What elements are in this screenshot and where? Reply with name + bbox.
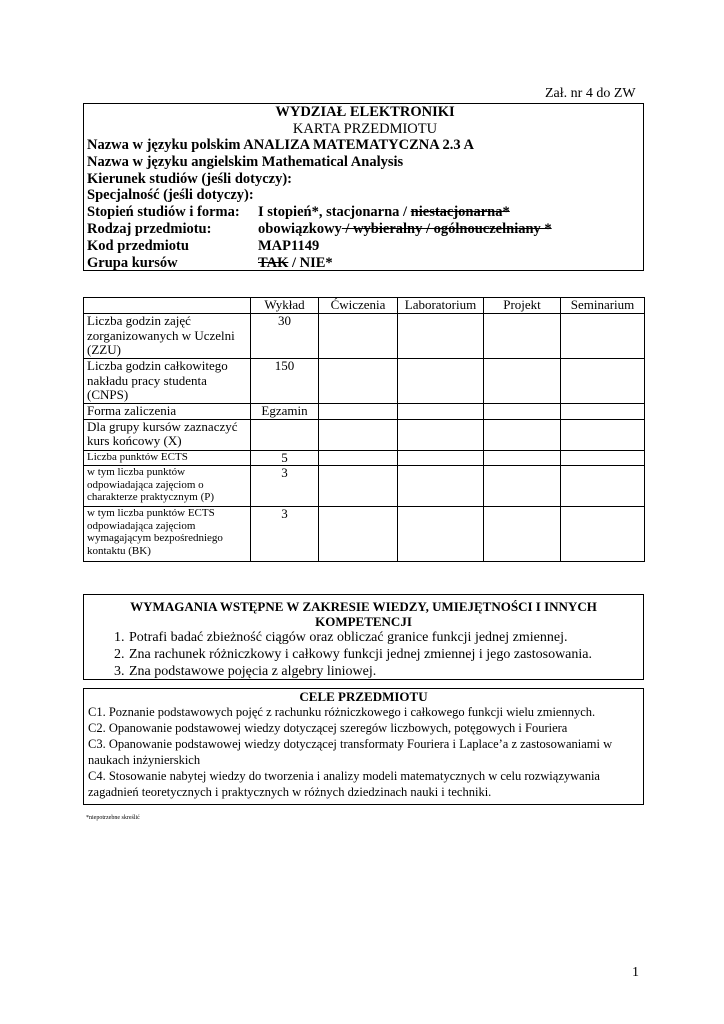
row-label: Liczba godzin zajęć zorganizowanych w Uczelni (ZZU) bbox=[84, 314, 251, 359]
table-cell: 3 bbox=[251, 507, 319, 562]
attachment-note: Zał. nr 4 do ZW bbox=[545, 86, 636, 101]
course-code-value: MAP1149 bbox=[258, 237, 320, 254]
requirements-box bbox=[83, 594, 644, 680]
column-header: Projekt bbox=[484, 298, 561, 314]
table-cell bbox=[398, 419, 484, 450]
table-cell bbox=[561, 419, 645, 450]
row-label: Liczba godzin całkowitego nakładu pracy studenta (CNPS) bbox=[84, 359, 251, 404]
table-cell bbox=[398, 466, 484, 507]
list-item: 1. Potrafi badać zbieżność ciągów oraz obliczać granice funkcji jednej zmiennej. bbox=[128, 629, 643, 646]
course-group-value: TAK / NIE* bbox=[258, 254, 333, 271]
table-cell bbox=[398, 359, 484, 404]
table-cell: 3 bbox=[251, 466, 319, 507]
table-cell bbox=[319, 419, 398, 450]
table-cell bbox=[484, 507, 561, 562]
table-cell bbox=[561, 404, 645, 420]
objectives-box bbox=[83, 688, 644, 805]
table-cell bbox=[561, 507, 645, 562]
course-name-pl: Nazwa w języku polskim ANALIZA MATEMATYCZNA 2.3 A bbox=[87, 137, 474, 153]
requirements-list bbox=[84, 629, 643, 680]
table-row bbox=[84, 359, 645, 404]
study-level-row bbox=[87, 204, 643, 221]
course-code-label: Kod przedmiotu bbox=[87, 237, 189, 254]
list-item: C3. Opanowanie podstawowej wiedzy dotyczącej transformaty Fouriera i Laplace’a z zastosowaniami w naukach inżynierskich bbox=[88, 737, 613, 767]
row-label: w tym liczba punktów ECTS odpowiadająca zajęciom wymagającym bezpośredniego kontaktu (BK) bbox=[84, 507, 251, 562]
table-cell bbox=[319, 450, 398, 466]
table-cell bbox=[398, 404, 484, 420]
course-name-en: Nazwa w języku angielskim Mathematical Analysis bbox=[87, 153, 404, 170]
table-row bbox=[84, 404, 645, 420]
card-title: KARTA PRZEDMIOTU bbox=[292, 120, 438, 137]
table-cell bbox=[398, 314, 484, 359]
course-type-value: obowiązkowy / wybieralny / ogólnouczelniany * bbox=[258, 220, 552, 237]
course-group-row bbox=[87, 255, 643, 272]
column-header: Wykład bbox=[251, 298, 319, 314]
requirements-title: WYMAGANIA WSTĘPNE W ZAKRESIE WIEDZY, UMIEJĘTNOŚCI I INNYCH KOMPETENCJI bbox=[130, 599, 597, 629]
table-cell bbox=[484, 404, 561, 420]
table-row bbox=[84, 314, 645, 359]
faculty-title: WYDZIAŁ ELEKTRONIKI bbox=[275, 104, 455, 120]
table-cell bbox=[319, 314, 398, 359]
list-item: 2. Zna rachunek różniczkowy i całkowy funkcji jednej zmiennej i jego zastosowania. bbox=[128, 646, 643, 663]
table-cell bbox=[319, 359, 398, 404]
table-cell bbox=[319, 507, 398, 562]
table-cell: 30 bbox=[251, 314, 319, 359]
page-number: 1 bbox=[632, 965, 639, 980]
column-header: Laboratorium bbox=[398, 298, 484, 314]
table-cell bbox=[398, 450, 484, 466]
course-type-row bbox=[87, 221, 643, 238]
table-cell bbox=[484, 314, 561, 359]
row-label: Dla grupy kursów zaznaczyć kurs końcowy (X) bbox=[84, 419, 251, 450]
table-cell: 150 bbox=[251, 359, 319, 404]
row-label: Liczba punktów ECTS bbox=[84, 450, 251, 466]
course-header-box bbox=[83, 103, 644, 271]
table-cell bbox=[484, 419, 561, 450]
list-item: C4. Stosowanie nabytej wiedzy do tworzenia i analizy modeli matematycznych w celu rozwiązywania zagadnień teoretycznych i praktycznych w różnych dziedzinach nauki i techniki. bbox=[88, 769, 600, 799]
table-cell bbox=[561, 359, 645, 404]
footnote: *niepotrzebne skreślić bbox=[86, 815, 140, 821]
table-cell bbox=[398, 507, 484, 562]
table-cell bbox=[319, 466, 398, 507]
hours-table bbox=[83, 297, 645, 562]
table-row bbox=[84, 419, 645, 450]
study-level-label: Stopień studiów i forma: bbox=[87, 204, 240, 221]
table-cell bbox=[484, 450, 561, 466]
row-label: Forma zaliczenia bbox=[84, 404, 251, 420]
field-of-study: Kierunek studiów (jeśli dotyczy): bbox=[87, 170, 292, 187]
table-cell: 5 bbox=[251, 450, 319, 466]
column-header: Ćwiczenia bbox=[319, 298, 398, 314]
list-item: 3. Zna podstawowe pojęcia z algebry liniowej. bbox=[128, 663, 643, 680]
course-type-label: Rodzaj przedmiotu: bbox=[87, 220, 212, 237]
table-row bbox=[84, 466, 645, 507]
table-cell bbox=[484, 359, 561, 404]
row-label: w tym liczba punktów odpowiadająca zajęciom o charakterze praktycznym (P) bbox=[84, 466, 251, 507]
table-cell bbox=[251, 419, 319, 450]
list-item: C2. Opanowanie podstawowej wiedzy dotyczącej szeregów liczbowych, potęgowych i Fouriera bbox=[88, 721, 568, 735]
table-cell bbox=[319, 404, 398, 420]
column-header bbox=[84, 298, 251, 314]
table-header-row bbox=[84, 298, 645, 314]
table-cell bbox=[561, 466, 645, 507]
specialty: Specjalność (jeśli dotyczy): bbox=[87, 187, 254, 204]
table-row bbox=[84, 450, 645, 466]
list-item: C1. Poznanie podstawowych pojęć z rachunku różniczkowego i całkowego funkcji wielu zmiennych. bbox=[88, 705, 596, 719]
objectives-title: CELE PRZEDMIOTU bbox=[299, 689, 428, 704]
course-code-row bbox=[87, 238, 643, 255]
table-cell: Egzamin bbox=[251, 404, 319, 420]
course-group-label: Grupa kursów bbox=[87, 254, 178, 271]
table-cell bbox=[561, 450, 645, 466]
column-header: Seminarium bbox=[561, 298, 645, 314]
table-cell bbox=[484, 466, 561, 507]
table-row bbox=[84, 507, 645, 562]
study-level-value: I stopień*, stacjonarna / niestacjonarna* bbox=[258, 204, 510, 221]
table-cell bbox=[561, 314, 645, 359]
